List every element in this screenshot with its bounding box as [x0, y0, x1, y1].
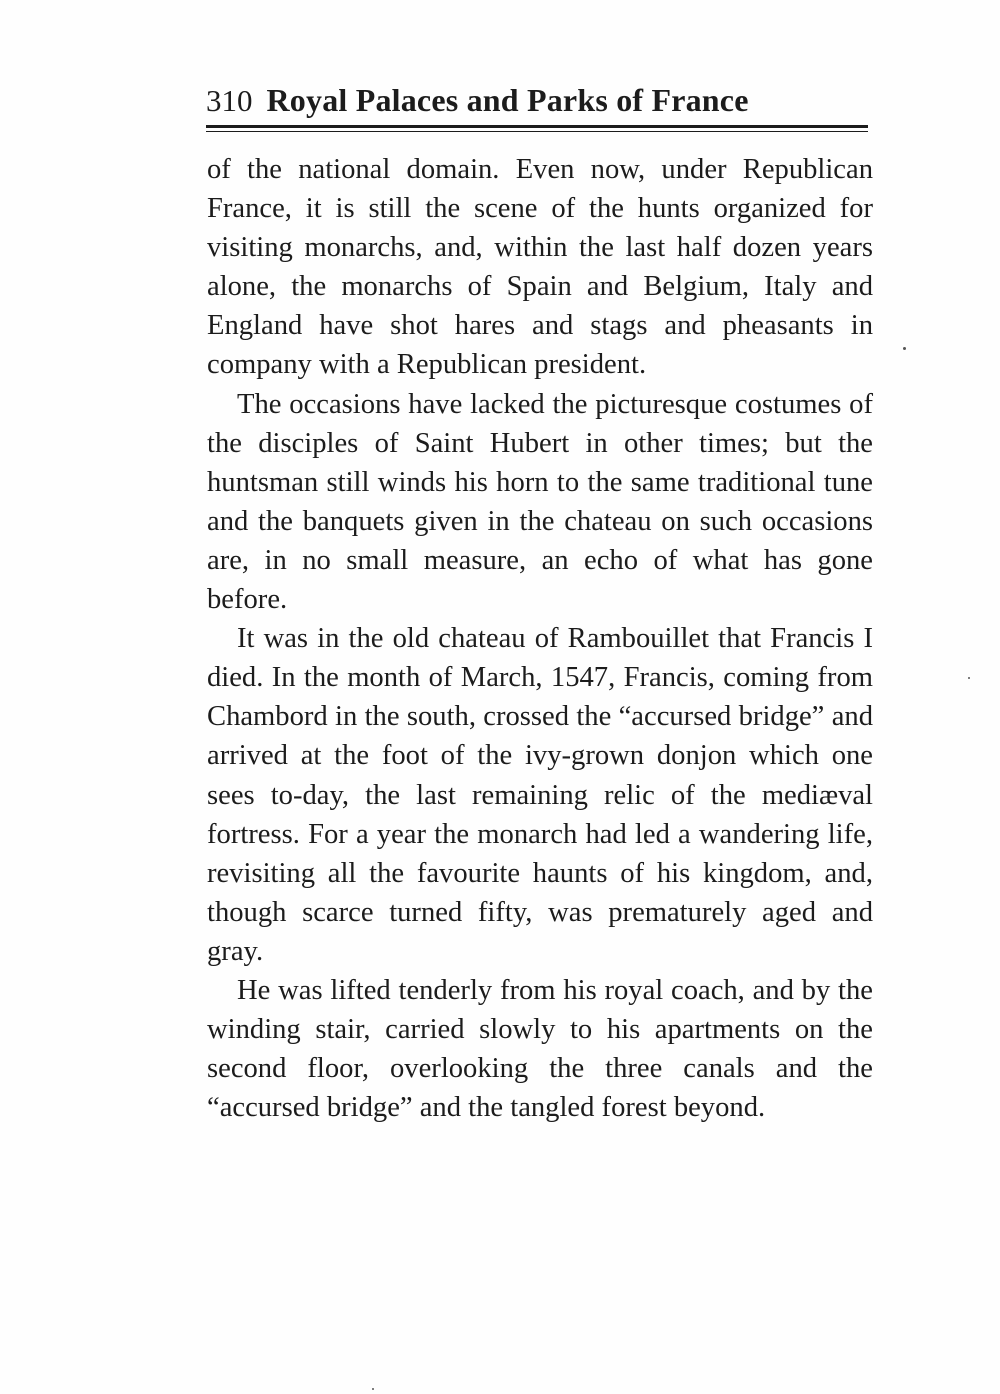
- scan-speck: [968, 677, 970, 679]
- header-rule-thin: [206, 131, 868, 132]
- paragraph-francis-carried: He was lifted tenderly from his royal coach, and by the winding stair, carried slowly to his apartments on the second floor, overlooking the three canals and the “accursed bridge” and the tangled forest beyond.: [207, 974, 873, 1124]
- page-header: [206, 82, 868, 118]
- paragraph-continued: of the national domain. Even now, under Republican France, it is still the scene of the hunts organized for visiting monarchs, and, within the last half dozen years alone, the monarchs of Spain and Belgium, Italy and England have shot hares and stags and pheasants in company with a Republican president.: [207, 154, 873, 381]
- scan-speck: [372, 1388, 374, 1390]
- scan-speck: [903, 347, 906, 350]
- page-number: 310: [206, 83, 253, 118]
- paragraph-francis-arrival: It was in the old chateau of Rambouillet that Francis I died. In the month of March, 1547, Francis, coming from Chambord in the south, crossed the “accursed bridge” and arrived at the foot of the ivy-grown donjon which one sees to-day, the last remaining relic of the mediæval fortress. For a year the monarch had led a wandering life, revisiting all the favourite haunts of his kingdom, and, though scarce turned fifty, was prematurely aged and gray.: [207, 623, 873, 967]
- running-title: Royal Palaces and Parks of France: [266, 82, 749, 118]
- paragraph-hunting-occasions: The occasions have lacked the picturesque costumes of the disciples of Saint Hubert in other times; but the huntsman still winds his horn to the same traditional tune and the banquets given in the chateau on such occasions are, in no small measure, an echo of what has gone before.: [207, 388, 873, 616]
- header-rule-thick: [206, 125, 868, 128]
- body-text: [207, 150, 873, 1127]
